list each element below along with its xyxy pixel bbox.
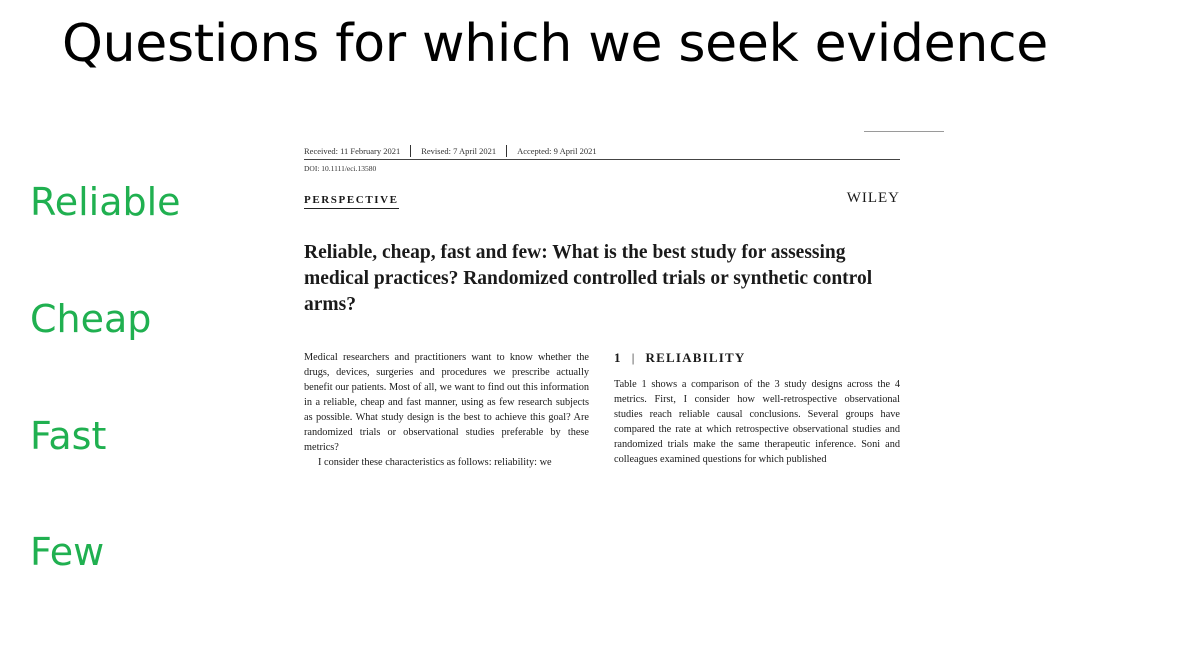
criterion-few: Few	[30, 530, 105, 574]
section-title: RELIABILITY	[645, 350, 746, 365]
label-row	[304, 190, 900, 214]
criterion-reliable: Reliable	[30, 180, 181, 224]
doi: DOI: 10.1111/eci.13580	[304, 164, 377, 173]
paper-excerpt	[304, 144, 900, 484]
header-rule	[304, 159, 900, 160]
received-date: Received: 11 February 2021	[304, 146, 401, 156]
criterion-cheap: Cheap	[30, 297, 152, 341]
slide-title: Questions for which we seek evidence	[62, 14, 1048, 74]
paper-dates	[304, 144, 900, 158]
criterion-fast: Fast	[30, 414, 107, 458]
meta-divider	[506, 145, 507, 157]
section-number: 1	[614, 350, 622, 365]
left-column	[304, 350, 589, 470]
intro-paragraph-2: I consider these characteristics as follows: reliability: we	[318, 457, 552, 468]
intro-paragraph: Medical researchers and practitioners want to know whether the drugs, devices, surgeries and procedures we prescribe actually benefit our patients. Most of all, we want to find out this information in a reliable, cheap and fast manner, using as few research subjects as possible. What study design is the best to achieve this goal? Are randomized trials or observational studies preferable by these metrics?	[304, 352, 589, 453]
paper-title: Reliable, cheap, fast and few: What is the best study for assessing medical practices? Randomized controlled trials or synthetic control arms?	[304, 242, 873, 315]
meta-divider	[410, 145, 411, 157]
section-heading	[614, 350, 900, 365]
decorative-rule	[864, 131, 944, 132]
revised-date: Revised: 7 April 2021	[421, 146, 497, 156]
section-label: PERSPECTIVE	[304, 194, 399, 209]
accepted-date: Accepted: 9 April 2021	[517, 146, 597, 156]
publisher-logo: WILEY	[846, 190, 900, 206]
reliability-paragraph: Table 1 shows a comparison of the 3 study designs across the 4 metrics. First, I consider how well-retrospective observational studies reach reliable causal conclusions. Several groups have compared the rate at which retrospective observational studies and randomized trials make the same therapeutic inference. Soni and colleagues examined questions for which published	[614, 379, 900, 465]
section-separator: |	[631, 350, 636, 365]
right-column	[614, 350, 900, 467]
